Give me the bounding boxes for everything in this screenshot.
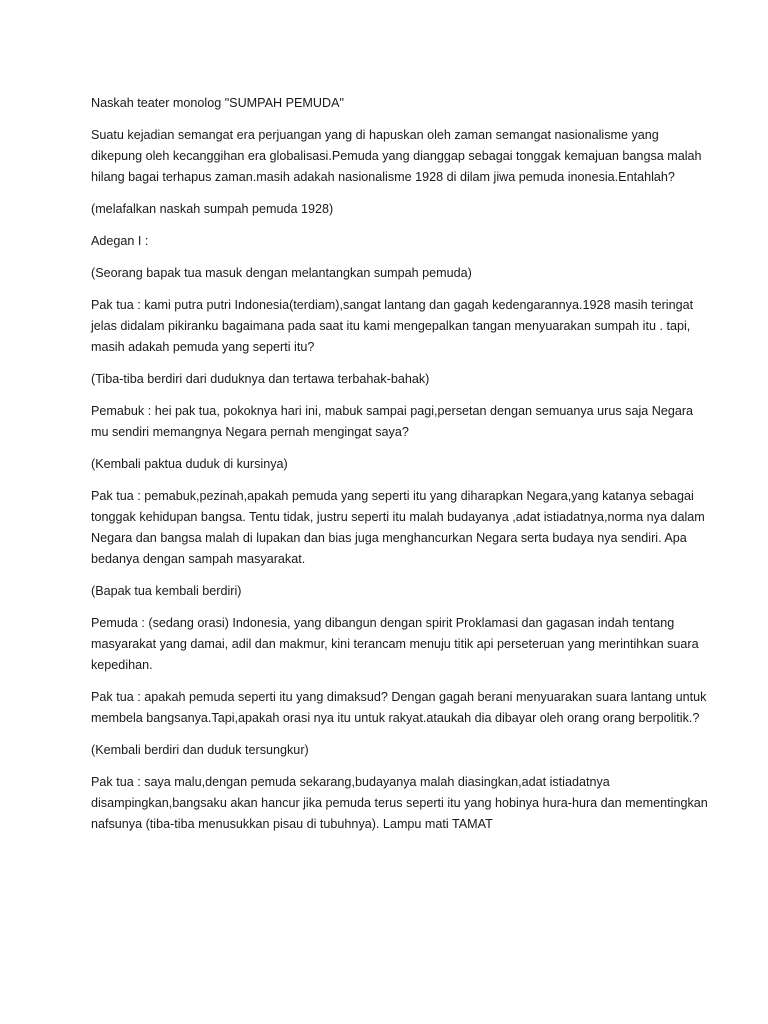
document-page [91,93,711,846]
paragraph-dialogue: Pak tua : pemabuk,pezinah,apakah pemuda yang seperti itu yang diharapkan Negara,yang katanya sebagai tonggak kehidupan bangsa. Tentu tidak, justru seperti itu malah budayanya ,adat istiadatnya,norma nya dalam Negara dan bangsa malah di lupakan dan bias juga menghancurkan Negara serta budaya nya sendiri. Apa bedanya dengan sampah masyarakat. [91,489,705,566]
paragraph-dialogue: Pak tua : saya malu,dengan pemuda sekarang,budayanya malah diasingkan,adat istiadatnya disampingkan,bangsaku akan hancur jika pemuda terus seperti itu yang hobinya hura-hura dan mementingkan nafsunya (tiba-tiba menusukkan pisau di tubuhnya). Lampu mati TAMAT [91,775,708,831]
paragraph-intro: Suatu kejadian semangat era perjuangan yang di hapuskan oleh zaman semangat nasionalisme yang dikepung oleh kecanggihan era globalisasi.Pemuda yang dianggap sebagai tonggak kemajuan bangsa malah hilang bagai terhapus zaman.masih adakah nasionalisme 1928 di dilam jiwa pemuda inonesia.Entahlah? [91,128,702,184]
paragraph-stage-direction: (melafalkan naskah sumpah pemuda 1928) [91,202,334,216]
paragraph-dialogue: Pak tua : apakah pemuda seperti itu yang dimaksud? Dengan gagah berani menyuarakan suara lantang untuk membela bangsanya.Tapi,apakah orasi nya itu untuk rakyat.ataukah dia dibayar oleh orang orang berpolitik.? [91,690,707,725]
paragraph-stage-direction: (Kembali paktua duduk di kursinya) [91,457,288,471]
paragraph-dialogue: Pak tua : kami putra putri Indonesia(terdiam),sangat lantang dan gagah kedengarannya.1928 masih teringat jelas didalam pikiranku bagaimana pada saat itu kami mengepalkan tangan menyuarakan sumpah itu . tapi, masih adakah pemuda yang seperti itu? [91,298,694,354]
paragraph-stage-direction: (Seorang bapak tua masuk dengan melantangkan sumpah pemuda) [91,266,472,280]
paragraph-stage-direction: (Tiba-tiba berdiri dari duduknya dan tertawa terbahak-bahak) [91,372,430,386]
document-title: Naskah teater monolog "SUMPAH PEMUDA" [91,96,344,110]
paragraph-dialogue: Pemabuk : hei pak tua, pokoknya hari ini, mabuk sampai pagi,persetan dengan semuanya urus saja Negara mu sendiri memangnya Negara pernah mengingat saya? [91,404,694,439]
paragraph-scene-heading: Adegan I : [91,234,149,248]
paragraph-stage-direction: (Bapak tua kembali berdiri) [91,584,242,598]
paragraph-dialogue: Pemuda : (sedang orasi) Indonesia, yang dibangun dengan spirit Proklamasi dan gagasan indah tentang masyarakat yang damai, adil dan makmur, kini terancam menuju titik api perseteruan yang merintihkan suara kepedihan. [91,616,699,672]
paragraph-stage-direction: (Kembali berdiri dan duduk tersungkur) [91,743,309,757]
